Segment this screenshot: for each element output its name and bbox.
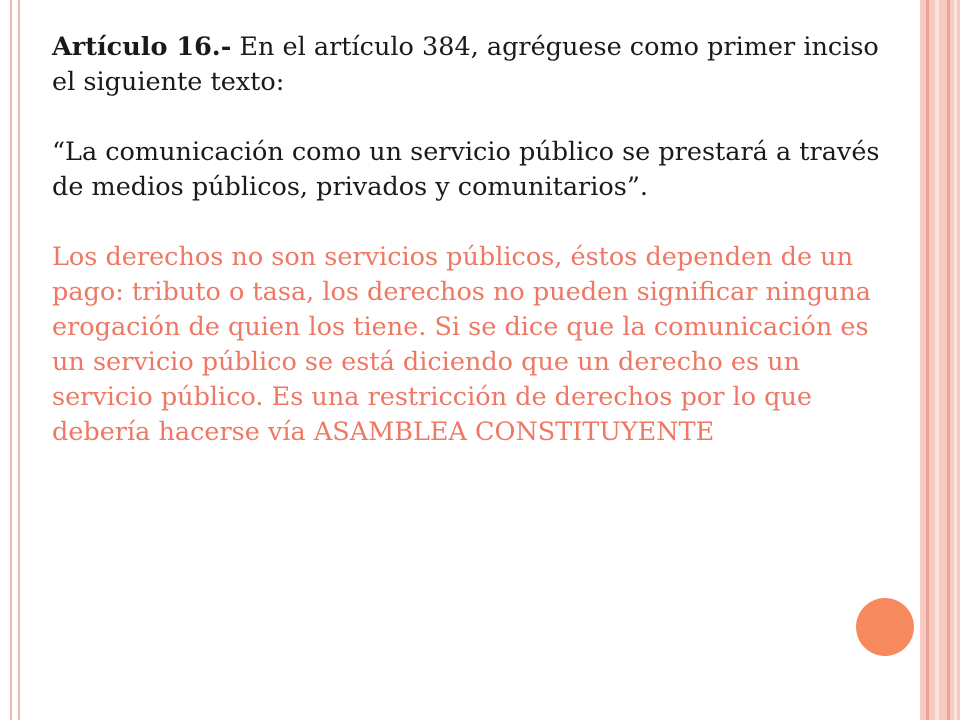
band-stripe <box>926 0 929 720</box>
article-paragraph <box>52 30 902 100</box>
article-heading: Artículo 16.- <box>52 32 232 62</box>
article-intro: En el artículo 384, agréguese como primer inciso el siguiente texto: <box>52 32 879 97</box>
left-frame-line-inner <box>18 0 20 720</box>
quote-paragraph: “La comunicación como un servicio público se prestará a través de medios públicos, privados y comunitarios”. <box>52 137 880 202</box>
left-frame-line <box>10 0 12 720</box>
right-decorative-band <box>920 0 960 720</box>
band-stripe <box>954 0 957 720</box>
accent-circle <box>856 598 914 656</box>
band-stripe <box>935 0 939 720</box>
band-stripe <box>947 0 950 720</box>
slide-content <box>52 30 902 485</box>
commentary-paragraph: Los derechos no son servicios públicos, éstos dependen de un pago: tributo o tasa, los derechos no pueden significar ninguna erogación de quien los tiene. Si se dice que la comunicación es un servicio público se está diciendo que un derecho es un servicio público. Es una restricción de derechos por lo que debería hacerse vía ASAMBLEA CONSTITUYENTE <box>52 242 871 447</box>
